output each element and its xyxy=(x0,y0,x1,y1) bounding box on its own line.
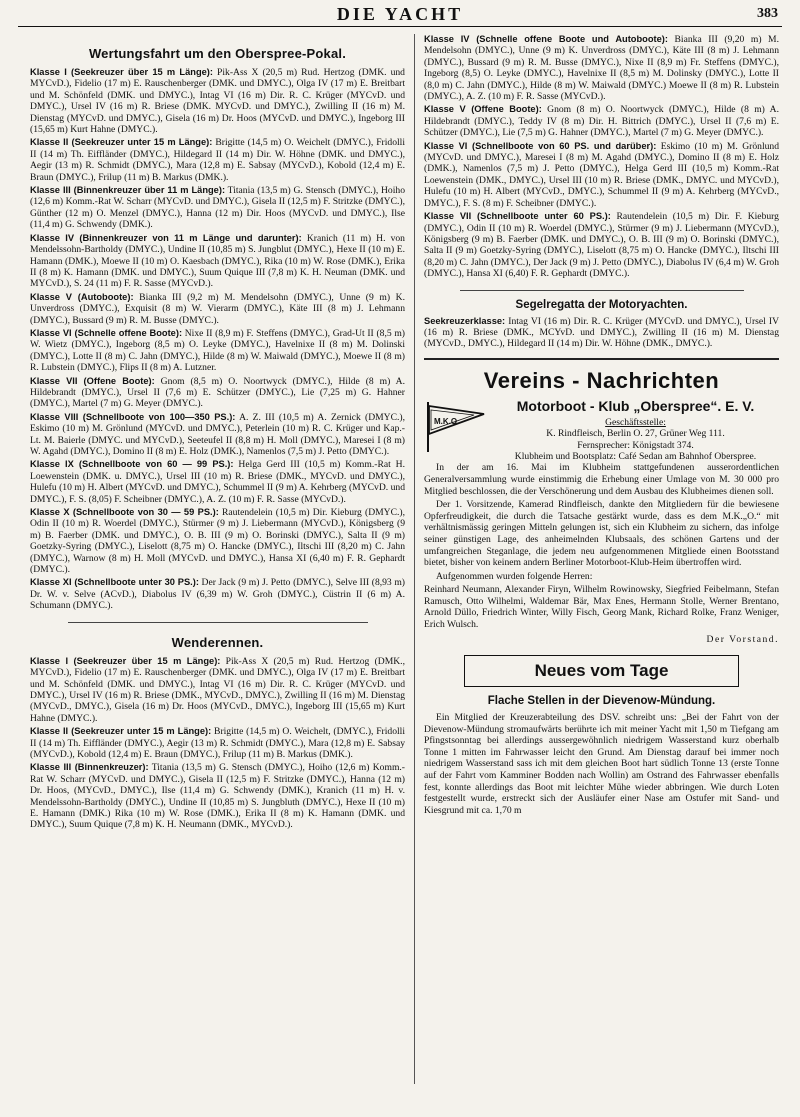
news-article-title: Flache Stellen in der Dievenow-Mündung. xyxy=(487,694,716,707)
entry-text: A. Z. III (10,5 m) A. Zernick (DMYC.), Eskimo (10 m) M. Grönlund (MYCvD. und DMYC.), Peterlein (10 m) R. C. Krüger und Kap.-Lt. M. Baierle (DMYC. und MYCvD.), Seeteufel II (8,8 m) H. Moll (DMYC.), Maresei I (8 m) W. Agahd (DMYC.), Domino II (8 m) E. Holz (DMK.), Namenlos (7,5 m) J. Petto (DMYC.). xyxy=(30,411,405,457)
entry-text: Rautendelein (10,5 m) Dir. F. Kieburg (DMYC.), Odin II (10 m) R. Woerdel (DMYC.), Stürmer (9 m) J. Liebermann (MYCvD.), Königsberg (9 m) B. Faerber (DMK. und DMYC.), O. B. III (9 m) O. Borinski (DMYC.), Salta II (9 m) Goetzky-Syring (DMYC.), Liselott (8,75 m) O. Hancke (DMYC.), Iltschi III (8,20 m) C. Jahn (DMYC.), Der Jack (9 m) J. Petto (DMYC.), Diabolus IV (6,4 m) W. Groh (DMYC.), Hansa XI (6,40) F. R. Gephardt (DMYC.). xyxy=(424,211,779,280)
result-entry xyxy=(424,104,779,138)
result-entry xyxy=(30,137,405,183)
entry-text: Gnom (8 m) O. Noortwyck (DMYC.), Hilde (8 m) A. Hildebrandt (DMYC.), Teddy IV (8 m) Dir. H. Bittrich (DMYC.), Ursel II (7,6 m) E. Schützer (DMYC.), Lie (7,5 m) G. Hahner (DMYC.), Martel (7 m) G. Meyer (DMYC.). xyxy=(424,104,779,139)
right-column xyxy=(424,34,779,1109)
class-label: Klasse VII (Schnellboote unter 60 PS.): xyxy=(424,211,611,222)
section-title-segelregatta: Segelregatta der Motoryachten. xyxy=(515,298,688,311)
result-entry xyxy=(30,376,405,410)
separator-rule xyxy=(424,358,779,360)
class-label: Klasse X (Schnellboote von 30 — 59 PS.): xyxy=(30,507,219,518)
result-entry xyxy=(30,577,405,611)
club-notice xyxy=(424,398,779,463)
section-title-vereins-nachrichten: Vereins - Nachrichten xyxy=(483,367,720,393)
entry-text: Gnom (8,5 m) O. Noortwyck (DMYC.), Hilde (8 m) A. Hildebrandt (DMYC.), Ursel II (7,6 m) E. Schützer (DMYC.), Lie (7,25 m) G. Hahner (DMYC.), Martel (7 m) G. Meyer (DMYC.). xyxy=(30,375,405,410)
office-label: Geschäftsstelle: xyxy=(605,416,666,428)
class-label: Klasse VII (Offene Boote): xyxy=(30,375,155,386)
result-entry xyxy=(424,211,779,279)
entry-text: Nixe II (8,9 m) F. Steffens (DMYC.), Grad-Ut II (8,5 m) W. Wietz (DMYC.), Ingeborg (8,5 m) O. Leyke (DMYC.), Havelnixe II (8 m) M. Dolinski (DMYC.), Lotte II (8 m) C. Jahn (DMYC.), Hilde (8 m) W. Maiwald (DMYC.), Moewe II (8 m) R. Lubstein (DMYC.), Flips II (8 m) A. Lutzner. xyxy=(30,327,405,374)
entry-text: Eskimo (10 m) M. Grönlund (MYCvD. und DMYC.), Maresei I (8 m) M. Agahd (DMYC.), Domino II (8 m) E. Holz (DMK.), Namenlos (7,5 m) J. Petto (DMYC.), Helga Gerd III (10,5 m) Komm.-Rat Loewenstein (DMK., DMYC.), Ursel III (10 m) R. Briese (DMK., DMYC. und MYCvD.), Hulefu (10 m) H. Albert (MYCvD., DMYC.), Schummel II (9 m) A. Kehrberg (MYCvD., DMYC.), F. S. (8 m) F. Scheibner (DMYC.). xyxy=(424,140,779,209)
entry-text: Brigitte (14,5 m) O. Weichelt (DMYC.), Fridolli II (14 m) Th. Eiffländer (DMYC.), Hildegard II (14 m) Dir. W. Höhne (DMK. und DMYC.), Aegir (13 m) R. Schmidt (DMYC.), Mara (12,8 m) E. Sabsay (MYCvD.), Kobold (12,4 m) E. Braun (DMYC.), Frilup (11 m) B. Markus (DMK.). xyxy=(30,137,405,183)
pokal-results xyxy=(30,67,405,612)
class-label: Klasse III (Binnenkreuzer): xyxy=(30,762,149,773)
class-label: Klasse XI (Schnellboote unter 30 PS.): xyxy=(30,577,199,588)
class-label: Klasse VIII (Schnellboote von 100—350 PS.): xyxy=(30,411,236,422)
magazine-title: DIE YACHT xyxy=(336,4,464,24)
club-paragraph: Der 1. Vorsitzende, Kamerad Rindfleisch, dankte den Mitgliedern für die bewiesene Opferfreudigkeit, die durch die Tatsache gestärkt wurde, dass es dem M.K.„O.“ mit verhältnismässig geringen Mitteln gelungen ist, sich ein Klubheim zu sichern, das infolge seiner günstigen Lage, des anheimelnden Klubsaals, des schönen Gartens und der umfangreichen Steganlage, die jedem neu aufgenommenen Mitgliede einen Bootsstand bietet, bisher von keinem andern Berliner Motorboot-Klub-Heim übertroffen wird. xyxy=(424,499,779,569)
result-entry xyxy=(30,328,405,374)
result-entry xyxy=(30,507,405,575)
section-title-wenderennen: Wenderennen. xyxy=(171,634,264,650)
masthead xyxy=(0,4,800,26)
result-entry xyxy=(30,656,405,724)
entry-text: Der Jack (9 m) J. Petto (DMYC.), Selve III (8,93 m) Dr. W. v. Selve (ACvD.), Diabolus IV (6,39 m) W. Groh (DMYC.), Cüstrin II (6 m) A. Schumann (DMYC.). xyxy=(30,577,405,612)
class-label: Klasse II (Seekreuzer unter 15 m Länge): xyxy=(30,726,212,737)
wenderennen-results xyxy=(30,656,405,831)
class-label: Klasse VI (Schnelle offene Boote): xyxy=(30,327,183,338)
class-label: Seekreuzerklasse: xyxy=(424,315,506,326)
segelregatta-entry xyxy=(424,316,779,350)
club-address: K. Rindfleisch, Berlin O. 27, Grüner Weg 111. xyxy=(546,428,725,440)
club-house: Klubheim und Bootsplatz: Café Sedan am Bahnhof Oberspree. xyxy=(514,450,757,462)
class-label: Klasse I (Seekreuzer über 15 m Länge): xyxy=(30,67,213,77)
class-label: Klasse V (Offene Boote): xyxy=(424,104,542,115)
class-label: Klasse V (Autoboote): xyxy=(30,291,134,302)
result-entry xyxy=(30,762,405,830)
column-divider xyxy=(414,34,415,1084)
club-paragraph: Aufgenommen wurden folgende Herren: xyxy=(436,570,593,582)
result-entry xyxy=(30,292,405,326)
class-label: Klasse VI (Schnellboote von 60 PS. und darüber): xyxy=(424,140,657,151)
wenderennen-results-continued xyxy=(424,34,779,280)
entry-text: Kranich (11 m) H. von Mendelssohn-Bartholdy (DMYC.), Undine II (10,85 m) S. Jungblut (DMYC.), Hexe II (10 m) E. Hamann (DMK.), Moewe II (10 m) O. Kaesbach (DMYC.), Rika (10 m) W. Rose (DMK.), Erika II (8 m) K. Hamann (DMK. und DMYC.), Suum Quique III (7,8 m) K. H. Neuman (DMK. und MYCvD.), S. 24 (11 m) F. R. Sasse (MYCvD.). xyxy=(30,232,405,290)
class-label: Klasse IV (Schnelle offene Boote und Autoboote): xyxy=(424,34,668,44)
new-members-list: Reinhard Neumann, Alexander Firyn, Wilhelm Rowinowsky, Siegfried Feibelmann, Stefan Ramusch, Otto Wilhelmi, Waldemar Bär, Max Enes, Hermann Stolle, Werner Brentano, Arnold Düllo, Friedrich Winter, Willy Fisch, Georg Mank, Richard Rolke, Franz Weniger, Erich Wulsch. xyxy=(424,584,779,630)
entry-text: Bianka III (9,2 m) M. Mendelsohn (DMYC.), Unne (9 m) K. Unverdross (DMYC.), Exquisit (8 m) W. Vierarm (DMYC.), Käte III (8 m) J. Lehmann (DMYC.), Bussard (9 m) R. M. Busse (DMYC.). xyxy=(30,291,405,326)
page-number: 383 xyxy=(757,6,778,21)
entry-text: Bianka III (9,20 m) M. Mendelsohn (DMYC.), Unne (9 m) K. Unverdross (DMYC.), Käte III (8 m) J. Lehmann (DMYC.), Bussard (9 m) R. M. Busse (DMYC.), Nixe II (8,9 m) Fr. Steffens (DMYC.), Ingeborg (8,5) O. Leyke (DMYC.), Havelnixe II (8,5 m) M. Dolinsky (DMYC.), Lotte II (8,0 m) C. Jahn (DMYC.), Hilde (8 m) W. Maiwald (DMYC.) Moewe II (8 m) R. Lubstein (DMYC.), A. Z. (10 m) F. R. Sasse (MYCvD.). xyxy=(424,34,779,103)
header-rule xyxy=(18,26,782,27)
entry-text: Brigitte (14,5 m) O. Weichelt, (DMYC.), Fridolli II (14 m) Th. Eiffländer (DMYC.), Aegir (13 m) R. Schmidt (DMYC.), Mara (12,8 m) E. Sabsay (MYCvD.), Kobold (12,4 m) E. Braun (DMYC.), Frilup (11 m) B. Markus (DMK.). xyxy=(30,726,405,760)
entry-text: Pik-Ass X (20,5 m) Rud. Hertzog (DMK. und MYCvD.), Fidelio (17 m) E. Rauschenberger (DMK. und DMYC.), Olga IV (17 m) E. Breitbart und M. Schönfeld (DMK. und DMYC.), Intag VI (16 m) Dir. R. C. Krüger (MYCvD. und DMYC.), Ursel IV (16 m) R. Briese (DMK. MYCvD. und DMYC.), Zwilling II (16 m) M. Dienstag (MYCvD. und DMYC.), Gisela (16 m) Dr. Hoos (MYCvD. und DMYC.), Ingeborg III (15,65 m) Kurt Hahne (DMYC.). xyxy=(30,67,405,136)
class-label: Klasse I (Seekreuzer über 15 m Länge): xyxy=(30,655,221,666)
left-column xyxy=(30,34,405,1094)
entry-text: Pik-Ass X (20,5 m) Rud. Hertzog (DMK., MYCvD.), Fidelio (17 m) E. Rauschenberger (DMK. und DMYC.), Olga IV (17 m) E. Breitbart und M. Schönfeld (DMK. und DMYC.), Intag VI (16 m) Dir. R. C. Krüger (MYCvD. und DMYC.), Ursel IV (16 m) R. Briese (DMK., MYCvD., DMYC.), Zwilling II (16 m) M. Dienstag (MYCvD., DMYC.), Gisela (16 m) Dr. Hoos (MYCvD., DMYC.), Ingeborg III (15,65 m) Kurt Hahne (DMYC.). xyxy=(30,655,405,724)
svg-text:M.K.O.: M.K.O. xyxy=(434,416,460,426)
section-title-pokal: Wertungsfahrt um den Oberspree-Pokal. xyxy=(88,46,347,61)
class-label: Klasse IX (Schnellboote von 60 — 99 PS.): xyxy=(30,459,234,470)
result-entry xyxy=(30,726,405,760)
result-entry xyxy=(424,141,779,209)
entry-text: Rautendelein (10,5 m) Dir. Kieburg (DMYC.), Odin II (10 m) R. Woerdel (DMYC.), Stürmer (9 m) J. Liebermann (MYCvD.), Königsberg (9 m) B. Faerber (DMK. und DMYC.), O. B. III (9 m) O. Borinski (DMYC.), Salta II (9 m) Goetzky-Syring (DMYC.), Liselott (8,75 m) O. Hancke (DMYC.), Iltschi III (8,20 m) C. Jahn (DMYC.), Warnow (8 m) H. Moll (MYCvD. und DMYC.), Hansa XI (6,40 m) F. R. Gephardt (DMYC.). xyxy=(30,507,405,576)
signature: Der Vorstand. xyxy=(706,633,779,645)
result-entry xyxy=(424,34,779,102)
result-entry xyxy=(30,459,405,505)
class-label: Klasse III (Binnenkreuzer über 11 m Länge): xyxy=(30,185,226,196)
entry-text: Titania (13,5 m) G. Stensch (DMYC.), Hoiho (12,6 m) Komm.-Rat W. Scharr (MYCvD. und DMYC.), Gisela II (12,5 m) F. Stritzke (DMYC.), Hanna (12 m) Dr. Hoos, (MYCvD., DMYC.), Ilse (11,4 m) G. Schwendy (DMK.), Kranich (11 m) H. v. Mendelssohn-Bartholdy (DMYC.), Undine II (10,85 m) S. Jungbluth (DMYC.), Hexe II (10 m) E. Hamann (DMK.) Rika (10 m) W. Rose (DMK.), Erika II (8 m) K. Hamann (DMK. und DMYC.), Suum Quique (7,8 m) K. H. Neumann (DMK., MYCvD.). xyxy=(30,762,405,831)
class-label: Klasse IV (Binnenkreuzer von 11 m Länge und darunter): xyxy=(30,232,302,243)
result-entry xyxy=(30,67,405,135)
result-entry xyxy=(30,412,405,458)
club-name: Motorboot - Klub „Oberspree“. E. V. xyxy=(516,397,755,414)
class-label: Klasse II (Seekreuzer unter 15 m Länge): xyxy=(30,137,213,148)
entry-text: Titania (13,5 m) G. Stensch (DMYC.), Hoiho (12,6 m) Komm.-Rat W. Scharr (MYCvD. und DMYC.), Gisela II (12,5 m) F. Stritzke (DMYC.), Günther (12 m) O. Menzel (DMYC.), Hanna (12 m) Dir. Hoos (MYCvD. und DMYC.), Ilse (11,4 m) G. Schwendy (DMK.). xyxy=(30,185,405,231)
entry-text: Intag VI (16 m) Dir. R. C. Krüger (MYCvD. und DMYC.), Ursel IV (16 m) R. Briese (DMK., MCYvD. und DMYC.), Zwilling II (16 m) M. Dienstag (MYCvD., DMYC.), Hildegard II (14 m) Dir. W. Höhne (DMK., DMYC.). xyxy=(424,315,779,350)
result-entry xyxy=(30,233,405,290)
news-article-text: Ein Mitglied der Kreuzerabteilung des DSV. schreibt uns: „Bei der Fahrt von der Dievenow-Mündung stromaufwärts berührte ich mit meiner Yacht mit 1,50 m Tiefgang am Pfingstsonntag bei allerdings aussergewöhnlich niedrigem Wasserstand kurz oberhalb Tonne 1 mitten im Fahrwasser leicht den Grund. Am Dienstag darauf bei immer noch niedrigem Wasserstand sass ich mit dem gleichen Boot hart südlich Tonne 13 (erste Tonne auf der Fahrt vom Kamminer Bodden nach Wollin) am Ostrand des Fahrwasser ebenfalls fest, konnte allerdings das Boot mit leichter Mühe wieder abbringen. Wie durch Loten festgestellt wurde, erstreckt sich der Ausläufer einer Nase am Ostufer mit Sand- und Kiesgrund mit ca. 1,70 m xyxy=(424,711,779,816)
entry-text: Helga Gerd III (10,5 m) Komm.-Rat H. Loewenstein (DMK. u. DMYC.), Ursel III (10 m) R. Briese (DMK., MYCvD. und DMYC.), Hulefu (10 m) H. Albert (MYCvD. und DMYC.), Schummel II (9 m) A. Kehrberg (MYCvD. und DMYC.), F. S. (8,05) F. Scheibner (DMYC.), A. Z. (10 m) F. R. Sasse (MYCvD.). xyxy=(30,459,405,505)
separator-rule xyxy=(460,290,744,291)
club-paragraph: In der am 16. Mai im Klubheim stattgefundenen ausserordentlichen Generalversammlung wurde einstimmig die Erhebung einer Umlage von M. 30 000 pro Mitglied beschlossen, die der Verschönerung und dem Ausbau des Klubheimes dienen soll. xyxy=(424,462,779,497)
news-box-title: Neues vom Tage xyxy=(464,655,739,687)
separator-rule xyxy=(68,622,368,623)
club-pennant-icon xyxy=(424,400,486,452)
result-entry xyxy=(30,185,405,231)
club-phone: Fernsprecher: Königstadt 374. xyxy=(577,439,694,451)
